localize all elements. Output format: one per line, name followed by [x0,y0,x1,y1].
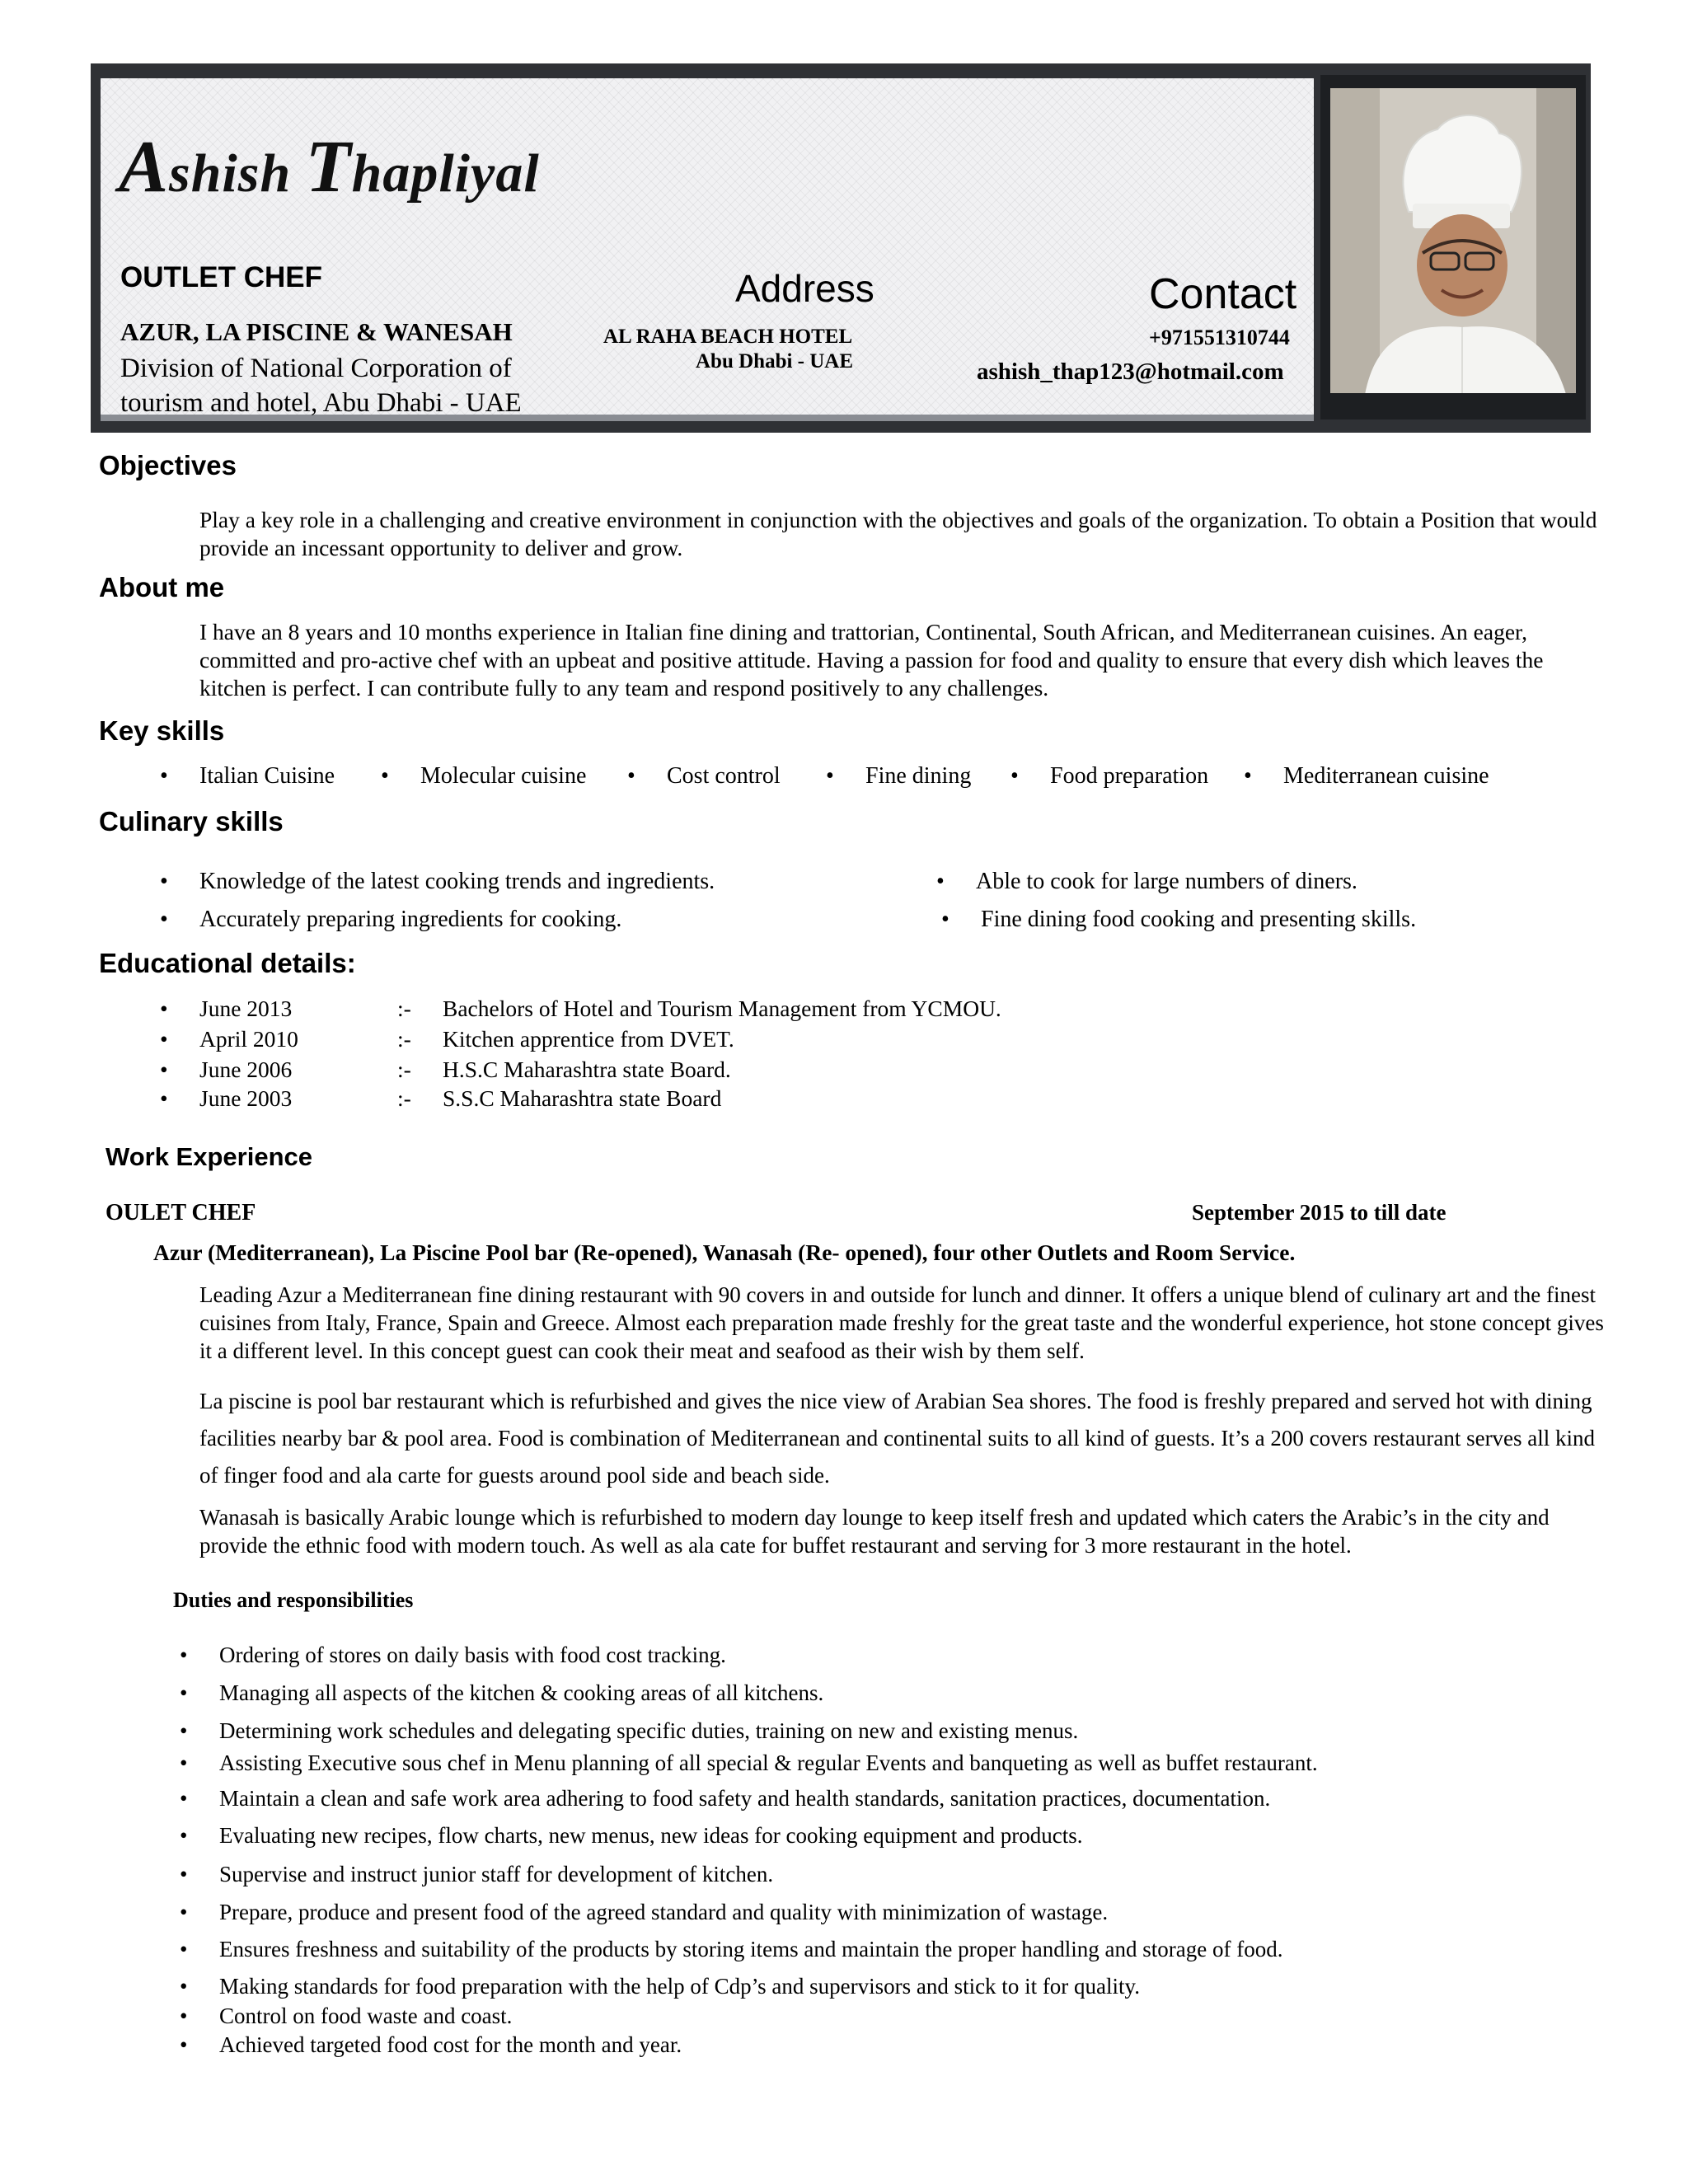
work-paragraph: Leading Azur a Mediterranean fine dining restaurant with 90 covers in and outside for lunch and dinner. It offers a unique blend of culinary art and the finest cuisines from Italy, France, Spain and Greece. Almost each preparation made freshly for the great taste and the wonderful experience, hot stone concept gives it a different level. In this concept guest can cook their meat and seafood as their wish by them self. [199,1282,1604,1363]
phone-number: +971551310744 [1149,326,1290,349]
education-desc: S.S.C Maharashtra state Board [443,1085,722,1111]
education-desc: Kitchen apprentice from DVET. [443,1026,734,1052]
list-item: • Making standards for food preparation with the help of Cdp’s and supervisors and stick to it for quality. [180,1974,1141,1999]
work-heading: Work Experience [106,1142,312,1171]
list-item: • Ordering of stores on daily basis with food cost tracking. [180,1643,726,1667]
list-item: • Food preparation [1010,763,1209,789]
contact-heading: Contact [1149,270,1297,318]
job-title: OULET CHEF [106,1200,256,1226]
list-item: • Assisting Executive sous chef in Menu planning of all special & regular Events and banqueting as well as buffet restaurant. [180,1750,1318,1775]
list-item: • Maintain a clean and safe work area adhering to food safety and health standards, sanitation practices, documentation. [180,1786,1271,1811]
job-dates: September 2015 to till date [1192,1200,1447,1225]
education-date: June 2003 [199,1085,293,1111]
list-item: • Evaluating new recipes, flow charts, new menus, new ideas for cooking equipment and products. [180,1823,1083,1848]
chef-portrait-image [1330,88,1576,406]
education-desc: Bachelors of Hotel and Tourism Management from YCMOU. [443,996,1001,1021]
list-item: • Managing all aspects of the kitchen & cooking areas of all kitchens. [180,1680,824,1705]
division-text: Division of National Corporation of tourism and hotel, Abu Dhabi - UAE [120,354,522,418]
list-item: • Accurately preparing ingredients for cooking. [160,907,622,932]
email-address[interactable]: ashish_thap123@hotmail.com [977,359,1284,385]
list-item: • Fine dining [826,763,972,789]
list-item: • Able to cook for large numbers of diners. [936,869,1357,894]
job-outlets: Azur (Mediterranean), La Piscine Pool bar (Re-opened), Wanasah (Re- opened), four other Outlets and Room Service. [153,1240,1296,1265]
profile-photo [1320,75,1586,419]
list-item: • Italian Cuisine [160,763,335,789]
list-item: • Mediterranean cuisine [1244,763,1489,789]
list-item: • Cost control [627,763,781,789]
culinary-skills-heading: Culinary skills [99,806,284,837]
list-item: • Achieved targeted food cost for the month and year. [180,2032,682,2057]
outlets-list: AZUR, LA PISCINE & WANESAH [120,317,513,346]
education-date: June 2006 [199,1057,293,1082]
duties-heading: Duties and responsibilities [173,1588,414,1612]
list-item: • Prepare, produce and present food of the agreed standard and quality with minimization of wastage. [180,1900,1109,1924]
objectives-heading: Objectives [99,450,237,480]
address-line-2: Abu Dhabi - UAE [696,350,854,373]
about-text: I have an 8 years and 10 months experience in Italian fine dining and trattorian, Continental, South African, and Mediterranean cuisines. An eager, committed and pro-active chef with an upbeat and positive attitude. Having a passion for food and quality to ensure that every dish which leaves the kitchen is perfect. I can contribute fully to any team and respond positively to any challenges. [199,619,1544,701]
list-item: • Control on food waste and coast. [180,2004,513,2028]
work-paragraph: Wanasah is basically Arabic lounge which is refurbished to modern day lounge to keep itself fresh and updated which caters the Arabic’s in the city and provide the ethnic food with modern touch. As well as ala cate for buffet restaurant and serving for 3 more restaurant in the hotel. [199,1505,1550,1558]
work-paragraph: La piscine is pool bar restaurant which is refurbished and gives the nice view of Arabian Sea shores. The food is freshly prepared and served hot with dining facilities nearby bar & pool area. Food is combination of Mediterranean and continental suits to all kind of guests. It’s a 200 covers restaurant serves all kind of finger food and ala carte for guests around pool side and beach side. [199,1389,1596,1488]
candidate-name: Ashish Thapliyal [119,126,540,208]
list-item: • Supervise and instruct junior staff for development of kitchen. [180,1862,774,1886]
list-item: • Molecular cuisine [381,763,587,789]
education-date: June 2013 [199,996,293,1021]
resume-header [91,63,1591,433]
list-item: • Knowledge of the latest cooking trends and ingredients. [160,869,715,894]
address-heading: Address [735,267,874,310]
education-heading: Educational details: [99,948,356,978]
header-panel [101,78,1314,421]
education-desc: H.S.C Maharashtra state Board. [443,1057,731,1082]
list-item: • Ensures freshness and suitability of the products by storing items and maintain the proper handling and storage of food. [180,1937,1283,1961]
objectives-text: Play a key role in a challenging and creative environment in conjunction with the objectives and goals of the organization. To obtain a Position that would provide an incessant opportunity to deliver and grow. [199,507,1597,560]
address-line-1: AL RAHA BEACH HOTEL [603,326,853,348]
job-role: OUTLET CHEF [120,261,322,293]
list-item: • Determining work schedules and delegating specific duties, training on new and existing menus. [180,1718,1079,1743]
list-item: • Fine dining food cooking and presenting skills. [941,907,1417,932]
key-skills-heading: Key skills [99,715,225,746]
education-date: April 2010 [199,1026,298,1052]
about-heading: About me [99,572,225,602]
